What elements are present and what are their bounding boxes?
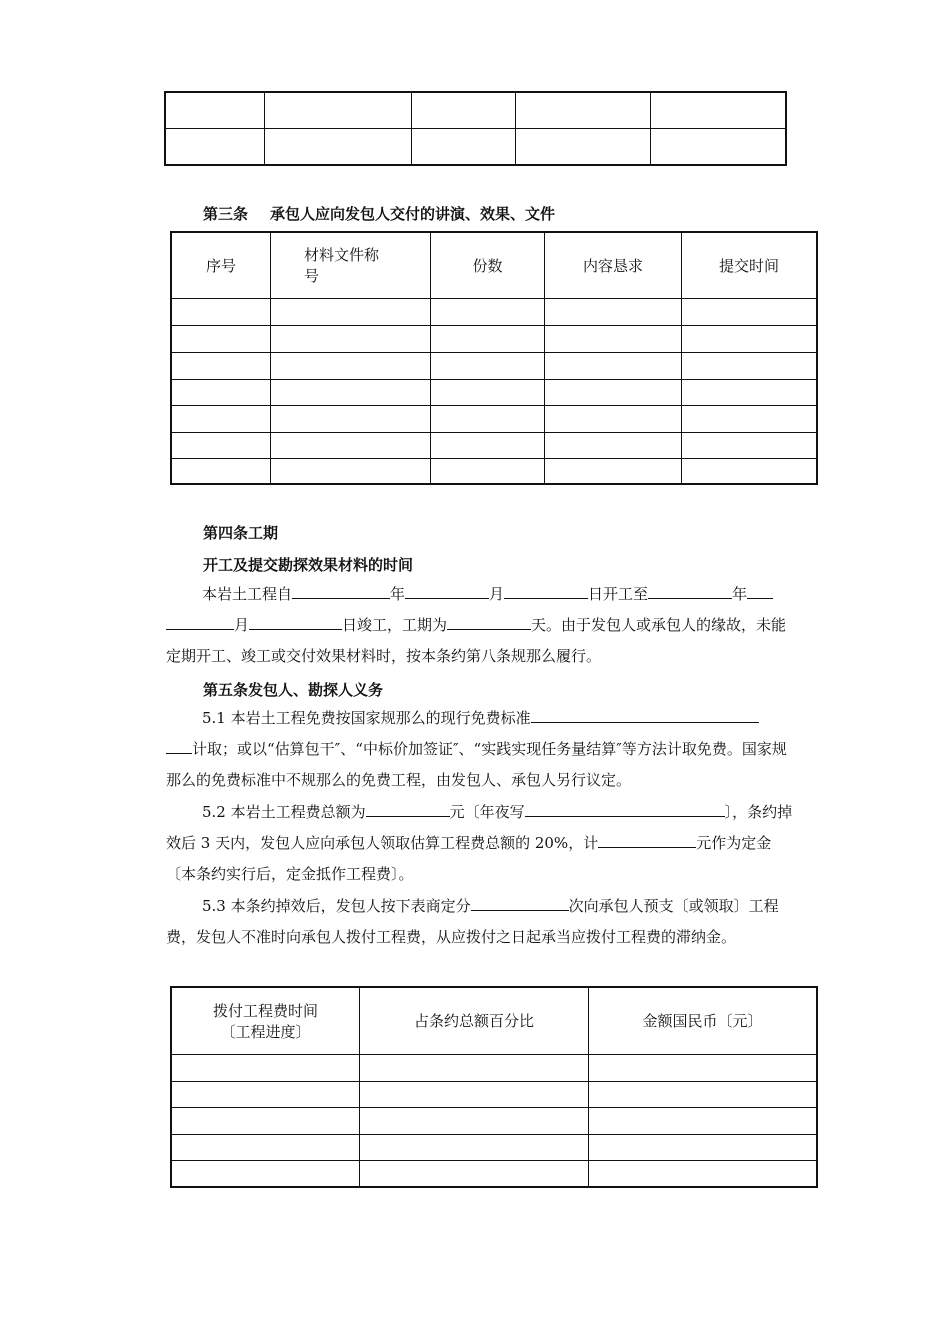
blank-field	[292, 581, 390, 599]
table-row	[171, 325, 817, 352]
section3-number: 第三条	[203, 205, 249, 223]
table-row	[171, 458, 817, 484]
header-cell: 份数	[431, 232, 545, 298]
deliverables-table	[170, 231, 818, 485]
header-cell: 材料文件称 号	[271, 232, 431, 298]
table-row	[171, 1160, 817, 1187]
table-cell	[651, 92, 787, 128]
header-cell: 序号	[171, 232, 271, 298]
blank-field	[747, 581, 773, 599]
table-cell	[265, 128, 412, 165]
blank-field	[405, 581, 489, 599]
blank-field	[504, 581, 588, 599]
section3-title: 承包人应向发包人交付的讲演、效果、文件	[270, 205, 556, 223]
payment-schedule-table	[170, 986, 818, 1188]
header-cell: 提交时间	[682, 232, 818, 298]
section5-title: 第五条发包人、勘探人义务	[203, 681, 384, 699]
blank-field	[531, 705, 759, 723]
clause-5-3: 5.3 本条约掉效后，发包人按下表商定分 次向承包人预支〔或领取〕工程费，发包人不准时向承包人拨付工程费，从应拨付之日起承当应拨付工程费的滞纳金。	[166, 891, 798, 953]
table-cell	[165, 92, 265, 128]
table-row	[171, 1081, 817, 1107]
header-cell: 内容恳求	[545, 232, 682, 298]
table-row	[171, 1134, 817, 1160]
section4-subtitle: 开工及提交勘探效果材料的时间	[203, 556, 414, 574]
blank-field	[525, 799, 725, 817]
table-cell	[165, 128, 265, 165]
table-row	[171, 1054, 817, 1081]
blank-field	[366, 799, 450, 817]
header-cell: 占条约总额百分比	[360, 987, 589, 1054]
top-partial-table	[164, 91, 787, 166]
blank-field	[249, 612, 342, 630]
header-cell: 拨付工程费时间 〔工程进度〕	[171, 987, 360, 1054]
clause-5-1: 5.1 本岩土工程免费按国家规那么的现行免费标准 计取；或以“估算包干″、“中标价加签证″、“实践实现任务量结算″等方法计取免费。国家规那么的免费标准中不规那么的免费工程，由发包人、承包人另行议定。	[166, 703, 798, 796]
header-cell: 金额国民币〔元〕	[589, 987, 818, 1054]
table-row	[171, 379, 817, 405]
table-cell	[412, 92, 516, 128]
blank-field	[471, 893, 569, 911]
blank-field	[648, 581, 732, 599]
table-row	[171, 405, 817, 432]
section4-title: 第四条工期	[203, 524, 279, 542]
table-row	[171, 432, 817, 458]
clause-5-2: 5.2 本岩土工程费总额为 元〔年夜写 〕，条约掉效后 3 天内，发包人应向承包人领取估算工程费总额的 20%，计 元作为定金〔本条约实行后，定金抵作工程费〕。	[166, 797, 798, 890]
table-cell	[265, 92, 412, 128]
blank-field	[166, 736, 192, 754]
table-row	[171, 298, 817, 325]
table-row	[171, 352, 817, 379]
table-cell	[412, 128, 516, 165]
blank-field	[447, 612, 531, 630]
section4-paragraph: 本岩土工程自 年 月 日开工至 年 月 日竣工，工期为 天。由于发包人或承包人的缘故，未能定期开工、竣工或交付效果材料时，按本条约第八条规那么履行。	[166, 579, 798, 672]
table-cell	[516, 128, 651, 165]
table-cell	[516, 92, 651, 128]
section3-heading	[203, 203, 555, 224]
blank-field	[598, 830, 696, 848]
table-row	[171, 1107, 817, 1134]
blank-field	[166, 612, 234, 630]
table-cell	[651, 128, 787, 165]
